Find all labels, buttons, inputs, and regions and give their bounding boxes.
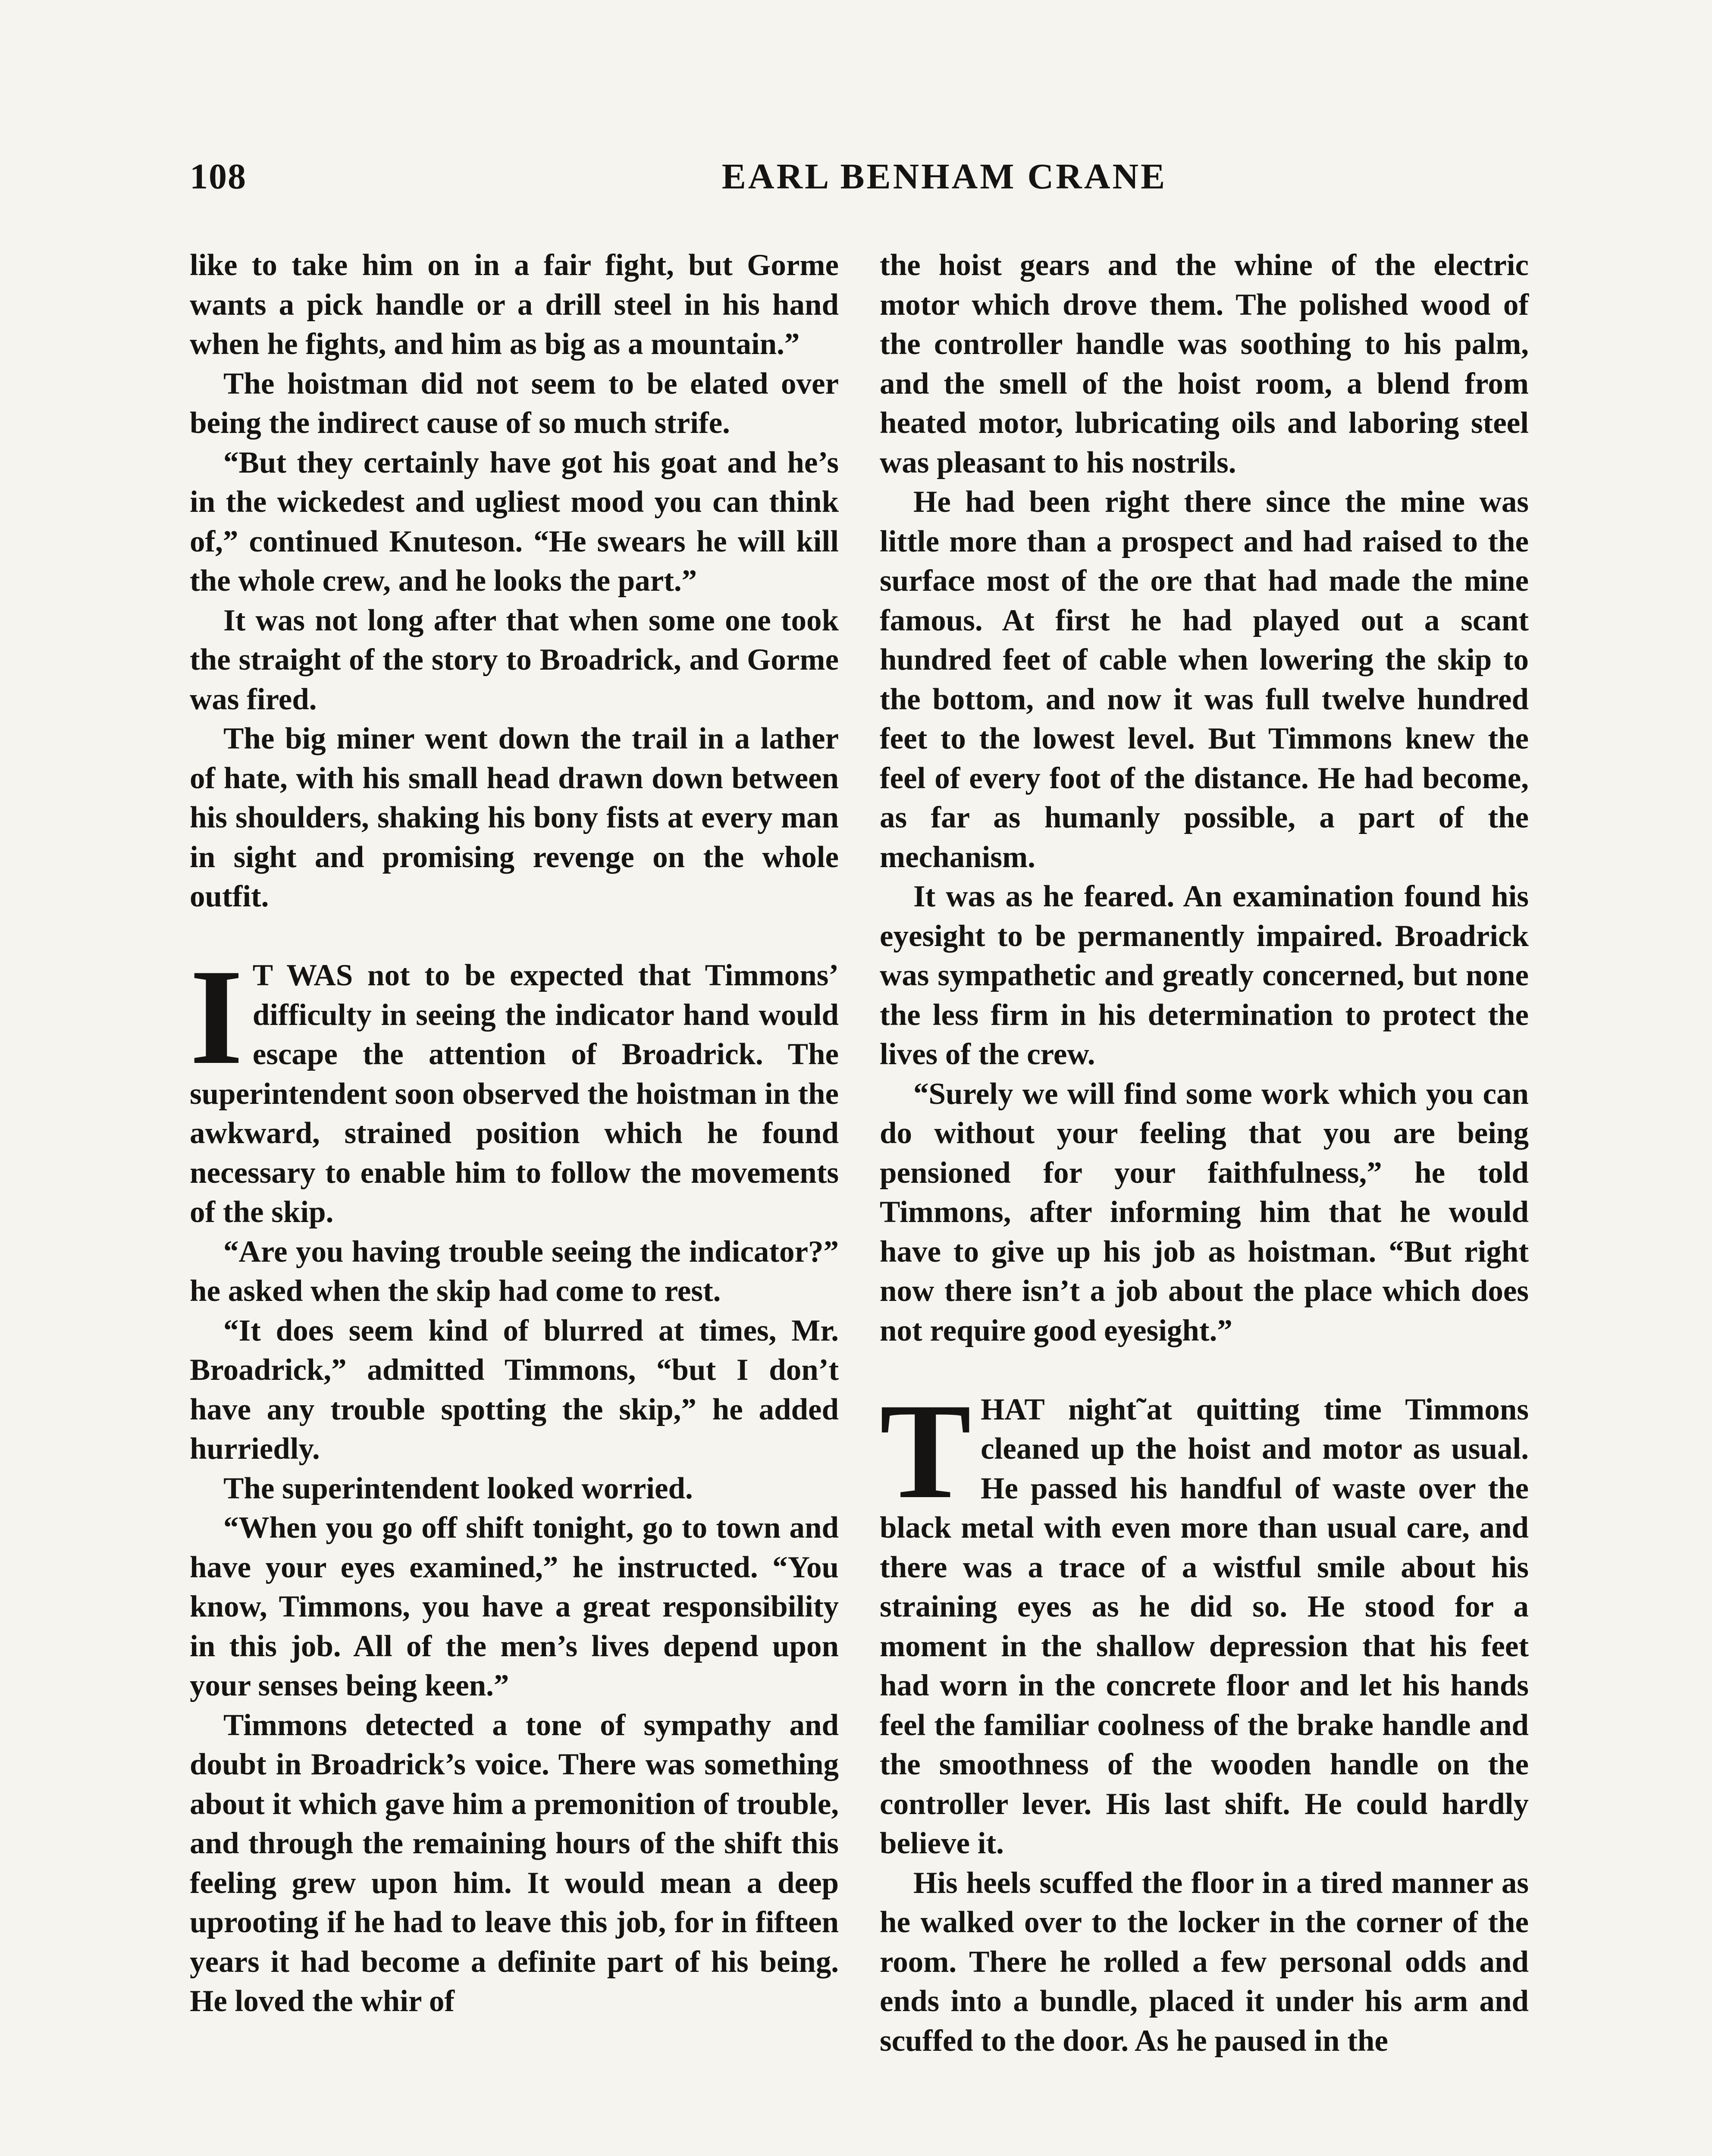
paragraph-text: T WAS not to be expected that Timmons’ difficulty in seeing the indicator hand would escape the attention of Broadrick. The superintendent soon observed the hoistman in the awkward, strained position which he found necessary to enable him to follow the movements of the skip.	[190, 959, 839, 1229]
paragraph: “When you go off shift tonight, go to town and have your eyes examined,” he instructed. “You know, Timmons, you have a great responsibility in this job. All of the men’s lives depend upon your senses being keen.”	[190, 1511, 839, 1702]
paragraph: “It does seem kind of blurred at times, Mr. Broadrick,” admitted Timmons, “but I don’t have any trouble spotting the skip,” he added hurriedly.	[190, 1313, 839, 1466]
section-paragraph	[190, 941, 839, 1232]
paragraph: “Surely we will find some work which you can do without your feeling that you are being pensioned for your faithfulness,” he told Timmons, after informing him that he would have to give up his job as hoistman. “But right now there isn’t a job about the place which does not require good eyesight.”	[880, 1077, 1529, 1348]
paragraph: like to take him on in a fair fight, but Gorme wants a pick handle or a drill steel in his hand when he fights, and him as big as a mountain.”	[190, 248, 839, 361]
paragraph: The big miner went down the trail in a lather of hate, with his small head drawn down between his shoulders, shaking his bony fists at every man in sight and promising revenge on the whole outfit.	[190, 722, 839, 913]
paragraph: The superintendent looked worried.	[223, 1471, 693, 1505]
drop-cap: I	[190, 941, 243, 1093]
paragraph: the hoist gears and the whine of the electric motor which drove them. The polished wood of the controller handle was soothing to his palm, and the smell of the hoist room, a blend from heated motor, lubricating oils and laboring steel was pleasant to his nostrils.	[880, 248, 1529, 479]
paragraph-text: HAT night˜at quitting time Timmons cleaned up the hoist and motor as usual. He passed his handful of waste over the black metal with even more than usual care, and there was a trace of a wistful smile about his straining eyes as he did so. He stood for a moment in the shallow depression that his feet had worn in the concrete floor and let his hands feel the familiar coolness of the brake handle and the smoothness of the wooden handle on the controller lever. His last shift. He could hardly believe it.	[880, 1392, 1529, 1860]
right-column	[880, 246, 1529, 2061]
paragraph: Timmons detected a tone of sympathy and doubt in Broadrick’s voice. There was something about it which gave him a premonition of trouble, and through the remaining hours of the shift this feeling grew upon him. It would mean a deep uprooting if he had to leave this job, for in fifteen years it had become a definite part of his being. He loved the whir of	[190, 1708, 839, 2018]
running-head: EARL BENHAM CRANE	[721, 157, 1167, 197]
paragraph: “But they certainly have got his goat and he’s in the wickedest and ugliest mood you can think of,” continued Knuteson. “He swears he will kill the whole crew, and he looks the part.”	[190, 445, 839, 598]
page-header	[190, 153, 1535, 209]
paragraph: “Are you having trouble seeing the indicator?” he asked when the skip had come to rest.	[190, 1235, 839, 1308]
paragraph: It was not long after that when some one took the straight of the story to Broadrick, and Gorme was fired.	[190, 603, 839, 716]
paragraph: His heels scuffed the floor in a tired manner as he walked over to the locker in the corner of the room. There he rolled a few personal odds and ends into a bundle, placed it under his arm and scuffed to the door. As he paused in the	[880, 1866, 1529, 2058]
section-paragraph	[880, 1375, 1529, 1864]
paragraph: It was as he feared. An examination found his eyesight to be permanently impaired. Broadrick was sympathetic and greatly concerned, but none the less firm in his determination to protect the lives of the crew.	[880, 880, 1529, 1071]
paragraph: The hoistman did not seem to be elated over being the indirect cause of so much strife.	[190, 367, 839, 440]
paragraph: He had been right there since the mine was little more than a prospect and had raised to the surface most of the ore that had made the mine famous. At first he had played out a scant hundred feet of cable when lowering the skip to the bottom, and now it was full twelve hundred feet to the lowest level. But Timmons knew the feel of every foot of the distance. He had become, as far as humanly possible, a part of the mechanism.	[880, 485, 1529, 874]
page-number: 108	[190, 157, 247, 197]
left-column	[190, 246, 839, 2021]
drop-cap: T	[880, 1375, 972, 1527]
